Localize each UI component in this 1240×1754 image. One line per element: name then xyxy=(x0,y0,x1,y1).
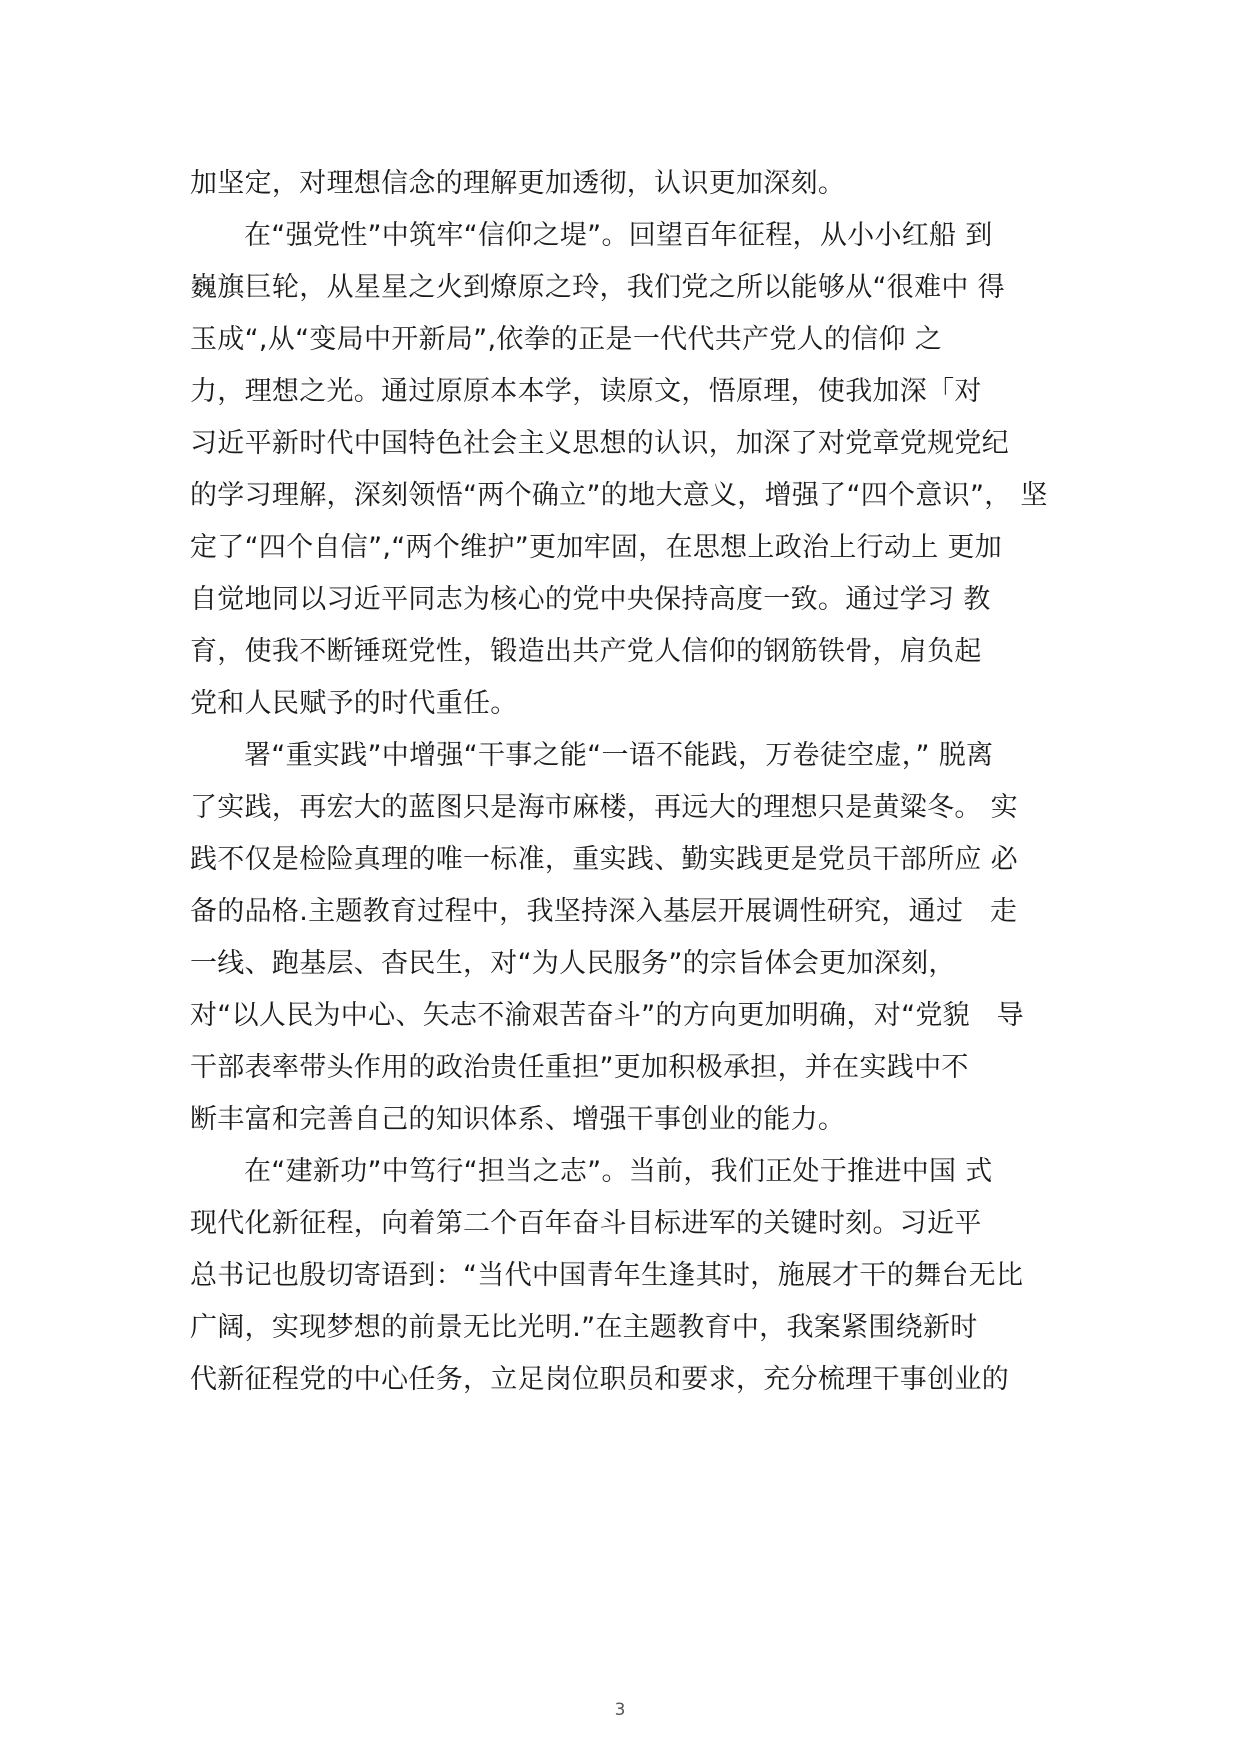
text-line: 备的品格.主题教育过程中，我坚持深入基层开展调性研究，通过 走 xyxy=(190,896,1018,927)
body-text xyxy=(190,158,1070,1406)
text-line: 的学习理解，深刻领悟“两个确立”的地大意义，增强了“四个意识”， 坚 xyxy=(190,480,1048,511)
text-line: 定了“四个自信”,“两个维护”更加牢固，在思想上政治上行动上 更加 xyxy=(190,532,1003,563)
text-line: 力，理想之光。通过原原本本学，读原文，悟原理，使我加深「对 xyxy=(190,376,982,407)
text-line: 干部表率带头作用的政治贵任重担”更加积极承担，并在实践中不 xyxy=(190,1052,969,1083)
text-line: 现代化新征程，向着第二个百年奋斗目标进军的关键时刻。习近平 xyxy=(190,1208,982,1239)
text-line: 在“强党性”中筑牢“信仰之堤”。回望百年征程，从小小红船 到 xyxy=(244,220,993,251)
text-line: 党和人民赋予的时代重任。 xyxy=(190,688,518,719)
text-line: 巍旗巨轮，从星星之火到燎原之玲，我们党之所以能够从“很难中 得 xyxy=(190,272,1005,303)
text-line: 总书记也殷切寄语到：“当代中国青年生逢其时，施展才干的舞台无比 xyxy=(190,1260,1024,1291)
text-line: 代新征程党的中心任务，立足岗位职员和要求，充分梳理干事创业的 xyxy=(190,1364,1009,1395)
text-line: 了实践，再宏大的蓝图只是海市麻楼，再远大的理想只是黄粱冬。 实 xyxy=(190,792,1018,823)
text-line: 在“建新功”中笃行“担当之志”。当前，我们正处于推进中国 式 xyxy=(244,1156,993,1187)
page-number: 3 xyxy=(614,1700,626,1720)
text-line: 署“重实践”中增强“干事之能“一语不能践，万卷徒空虚，” 脱离 xyxy=(244,740,994,771)
text-line: 自觉地同以习近平同志为核心的党中央保持高度一致。通过学习 教 xyxy=(190,584,991,615)
text-line: 习近平新时代中国特色社会主义思想的认识，加深了对党章党规党纪 xyxy=(190,428,1009,459)
text-line: 对“以人民为中心、矢志不渝艰苦奋斗”的方向更加明确，对“党貌 导 xyxy=(190,1000,1024,1031)
text-line: 育，使我不断锤斑党性，锻造出共产党人信仰的钢筋铁骨，肩负起 xyxy=(190,636,982,667)
text-line: 践不仅是检险真理的唯一标准，重实践、勤实践更是党员干部所应 必 xyxy=(190,844,1018,875)
text-line: 加坚定，对理想信念的理解更加透彻，认识更加深刻。 xyxy=(190,168,846,199)
text-line: 一线、跑基层、杳民生，对“为人民服务”的宗旨体会更加深刻， xyxy=(190,948,956,979)
text-line: 广阔，实现梦想的前景无比光明.”在主题教育中，我案紧围绕新时 xyxy=(190,1312,978,1343)
text-line: 玉成“,从“变局中开新局”,依拳的正是一代代共产党人的信仰 之 xyxy=(190,324,943,355)
text-line: 断丰富和完善自己的知识体系、增强干事创业的能力。 xyxy=(190,1104,846,1135)
